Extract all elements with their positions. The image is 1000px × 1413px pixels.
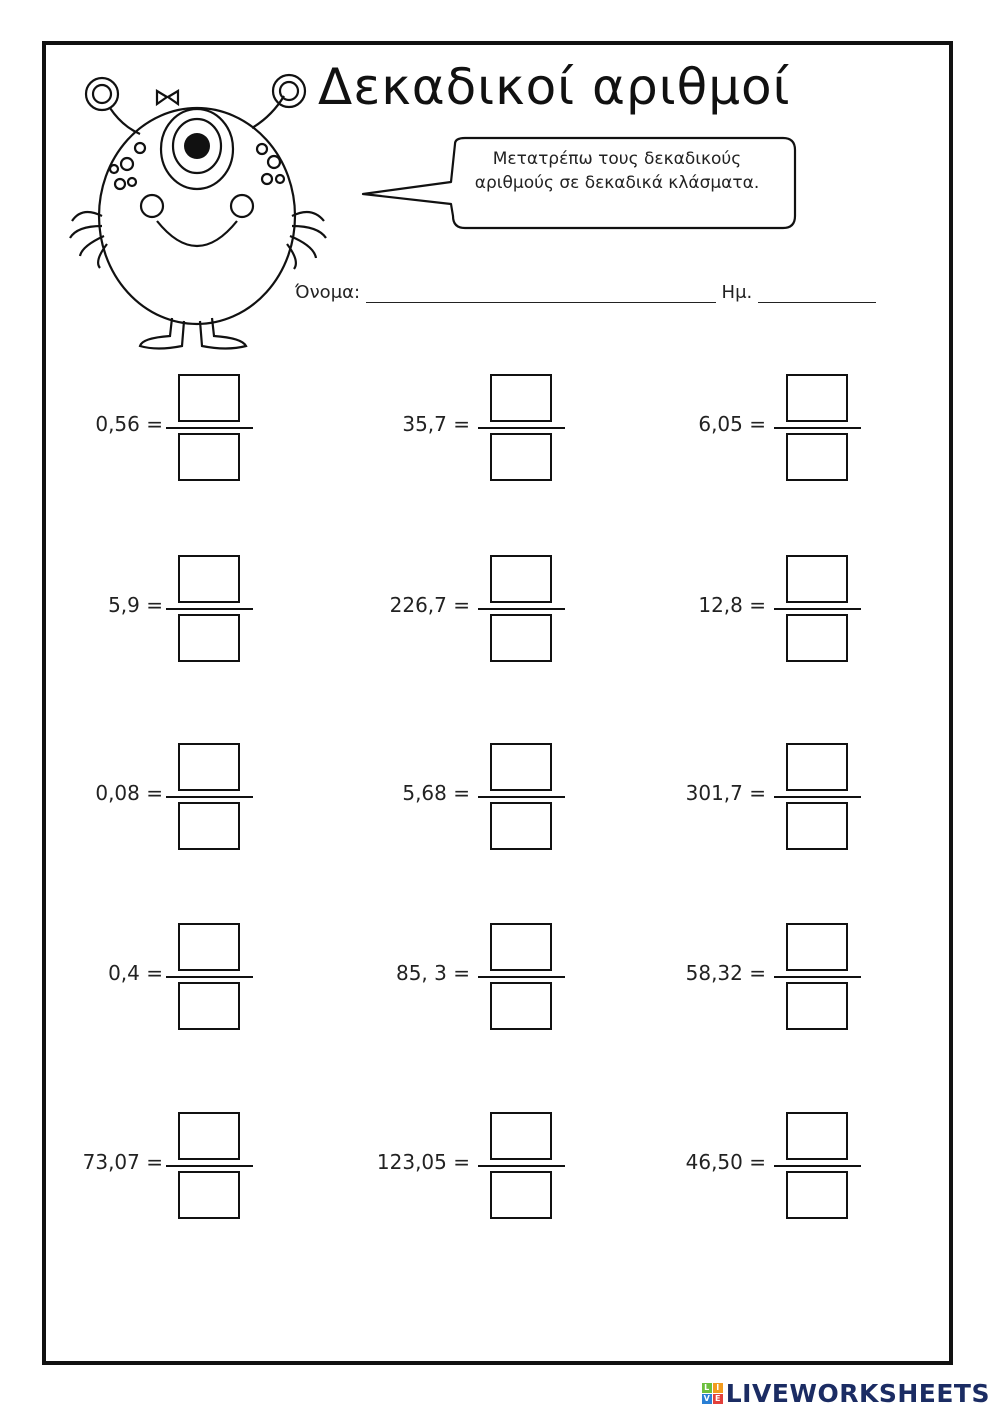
decimal-number: 12,8 =: [698, 593, 766, 617]
numerator-input[interactable]: [786, 1112, 848, 1160]
fraction-bar: [166, 608, 253, 610]
name-date-row: [295, 282, 876, 303]
numerator-input[interactable]: [786, 374, 848, 422]
numerator-input[interactable]: [490, 743, 552, 791]
fraction-bar: [478, 427, 565, 429]
decimal-number: 35,7 =: [402, 412, 470, 436]
fraction-bar: [774, 1165, 861, 1167]
decimal-number: 301,7 =: [685, 781, 766, 805]
decimal-number: 73,07 =: [82, 1150, 163, 1174]
logo-mark-letter: I: [713, 1383, 723, 1393]
decimal-number: 226,7 =: [389, 593, 470, 617]
denominator-input[interactable]: [178, 802, 240, 850]
logo-mark-letter: E: [713, 1394, 723, 1404]
instruction-text: Μετατρέπω τους δεκαδικούς αριθμούς σε δεκαδικά κλάσματα.: [474, 149, 760, 193]
decimal-number: 0,08 =: [95, 781, 163, 805]
fraction-bar: [478, 608, 565, 610]
denominator-input[interactable]: [490, 1171, 552, 1219]
fraction-bar: [774, 427, 861, 429]
logo-mark-letter: V: [703, 1394, 710, 1403]
logo-text: LIVEWORKSHEETS: [725, 1379, 990, 1408]
fraction-bar: [774, 976, 861, 978]
numerator-input[interactable]: [178, 1112, 240, 1160]
decimal-number: 58,32 =: [685, 961, 766, 985]
fraction-bar: [166, 1165, 253, 1167]
decimal-number: 5,68 =: [402, 781, 470, 805]
fraction-bar: [774, 796, 861, 798]
fraction-bar: [166, 796, 253, 798]
denominator-input[interactable]: [786, 614, 848, 662]
numerator-input[interactable]: [178, 923, 240, 971]
denominator-input[interactable]: [178, 1171, 240, 1219]
decimal-number: 0,4 =: [108, 961, 163, 985]
date-label: Ημ.: [721, 282, 753, 303]
denominator-input[interactable]: [178, 982, 240, 1030]
numerator-input[interactable]: [178, 743, 240, 791]
decimal-number: 0,56 =: [95, 412, 163, 436]
decimal-number: 46,50 =: [685, 1150, 766, 1174]
liveworksheets-logo: [702, 1379, 990, 1408]
denominator-input[interactable]: [178, 614, 240, 662]
date-field[interactable]: [758, 284, 876, 303]
fraction-bar: [478, 976, 565, 978]
fraction-bar: [478, 796, 565, 798]
logo-mark-letter: L: [702, 1383, 712, 1393]
numerator-input[interactable]: [786, 743, 848, 791]
logo-mark-icon: [702, 1383, 723, 1404]
decimal-number: 5,9 =: [108, 593, 163, 617]
decimal-number: 85, 3 =: [395, 961, 470, 985]
numerator-input[interactable]: [490, 1112, 552, 1160]
monster-illustration: [62, 66, 352, 351]
name-label: Όνομα:: [295, 282, 361, 303]
numerator-input[interactable]: [786, 923, 848, 971]
denominator-input[interactable]: [490, 614, 552, 662]
numerator-input[interactable]: [490, 923, 552, 971]
denominator-input[interactable]: [786, 802, 848, 850]
fraction-bar: [166, 427, 253, 429]
fraction-bar: [478, 1165, 565, 1167]
fraction-bar: [774, 608, 861, 610]
decimal-number: 6,05 =: [698, 412, 766, 436]
numerator-input[interactable]: [786, 555, 848, 603]
denominator-input[interactable]: [178, 433, 240, 481]
numerator-input[interactable]: [178, 374, 240, 422]
numerator-input[interactable]: [490, 374, 552, 422]
denominator-input[interactable]: [786, 1171, 848, 1219]
decimal-number: 123,05 =: [376, 1150, 470, 1174]
numerator-input[interactable]: [178, 555, 240, 603]
name-field[interactable]: [366, 284, 716, 303]
denominator-input[interactable]: [490, 802, 552, 850]
denominator-input[interactable]: [490, 433, 552, 481]
denominator-input[interactable]: [786, 433, 848, 481]
denominator-input[interactable]: [786, 982, 848, 1030]
page-title: Δεκαδικοί αριθμοί: [318, 58, 791, 116]
numerator-input[interactable]: [490, 555, 552, 603]
denominator-input[interactable]: [490, 982, 552, 1030]
fraction-bar: [166, 976, 253, 978]
